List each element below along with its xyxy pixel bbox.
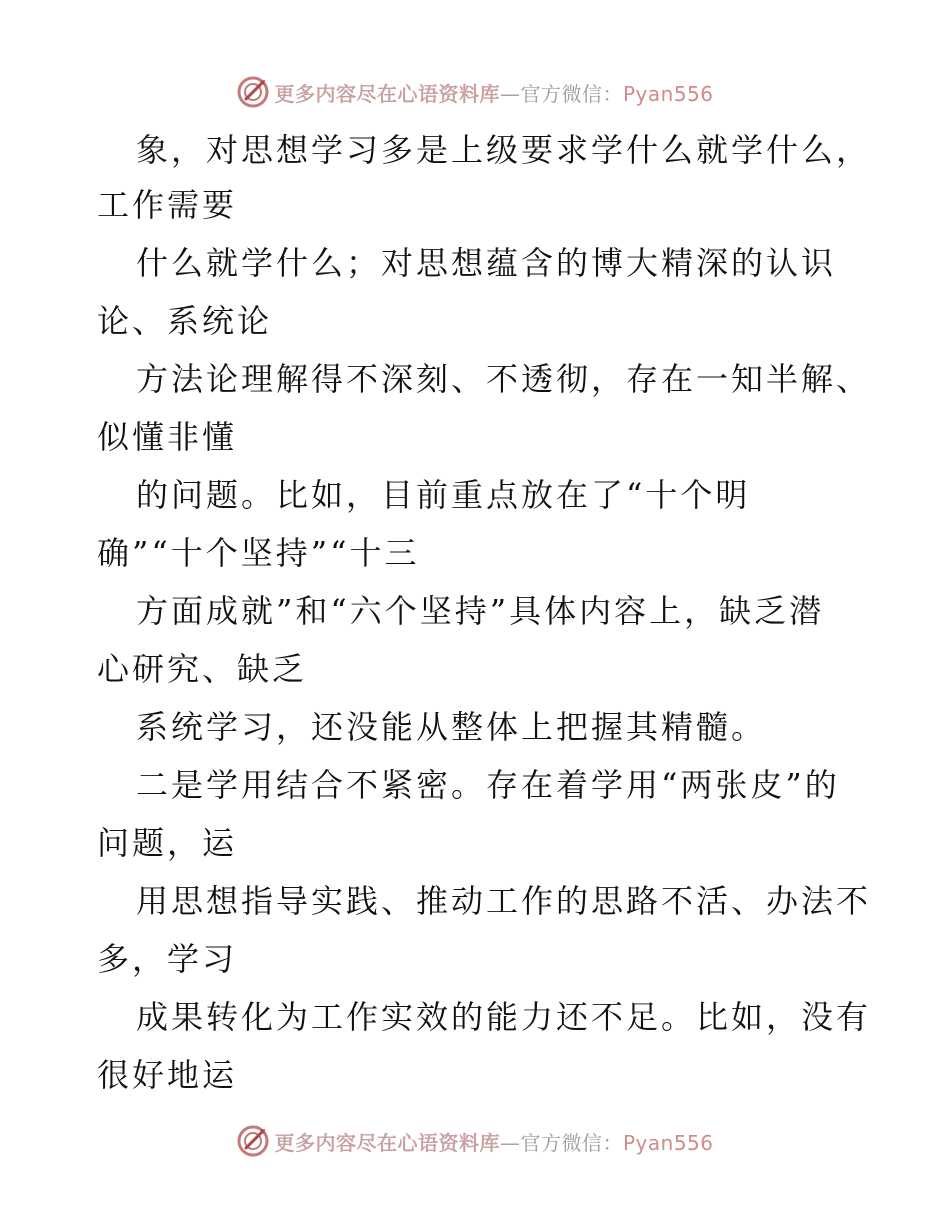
body-line: 很好地运: [97, 1056, 238, 1094]
body-line: 方法论理解得不深刻、不透彻，存在一知半解、: [136, 360, 872, 398]
body-line: 的问题。比如，目前重点放在了“十个明: [136, 476, 751, 514]
body-line: 似懂非懂: [97, 418, 238, 456]
body-line: 论、系统论: [97, 302, 273, 340]
body-line: 多，学习: [97, 940, 238, 978]
body-line: 什么就学什么；对思想蕴含的博大精深的认识: [136, 244, 837, 282]
body-line: 心研究、缺乏: [97, 650, 308, 688]
body-line: 问题，运: [97, 824, 238, 862]
body-line: 二是学用结合不紧密。存在着学用“两张皮”的: [136, 766, 840, 804]
watermark-logo-icon: [236, 1124, 270, 1158]
watermark-dash: —: [499, 81, 521, 106]
body-line: 方面成就”和“六个坚持”具体内容上，缺乏潜: [136, 592, 825, 630]
watermark-brand: 更多内容尽在心语资料库: [274, 1130, 500, 1155]
watermark-text: [274, 78, 713, 107]
body-line: 系统学习，还没能从整体上把握其精髓。: [136, 708, 767, 746]
watermark-account: Pyan556: [622, 1130, 714, 1155]
header-watermark: [0, 72, 950, 112]
watermark-official-label: 官方微信：: [520, 1130, 623, 1155]
watermark-text: [274, 1127, 713, 1156]
body-line: 工作需要: [97, 186, 238, 224]
body-line: 确”“十个坚持”“十三: [97, 534, 420, 572]
body-line: 象，对思想学习多是上级要求学什么就学什么，: [136, 131, 872, 169]
watermark-brand: 更多内容尽在心语资料库: [274, 81, 500, 106]
watermark-official-label: 官方微信：: [520, 81, 623, 106]
footer-watermark: [0, 1121, 950, 1161]
watermark-logo-icon: [236, 75, 270, 109]
watermark-dash: —: [499, 1130, 521, 1155]
body-line: 成果转化为工作实效的能力还不足。比如，没有: [136, 998, 872, 1036]
body-line: 用思想指导实践、推动工作的思路不活、办法不: [136, 882, 872, 920]
watermark-account: Pyan556: [622, 81, 714, 106]
